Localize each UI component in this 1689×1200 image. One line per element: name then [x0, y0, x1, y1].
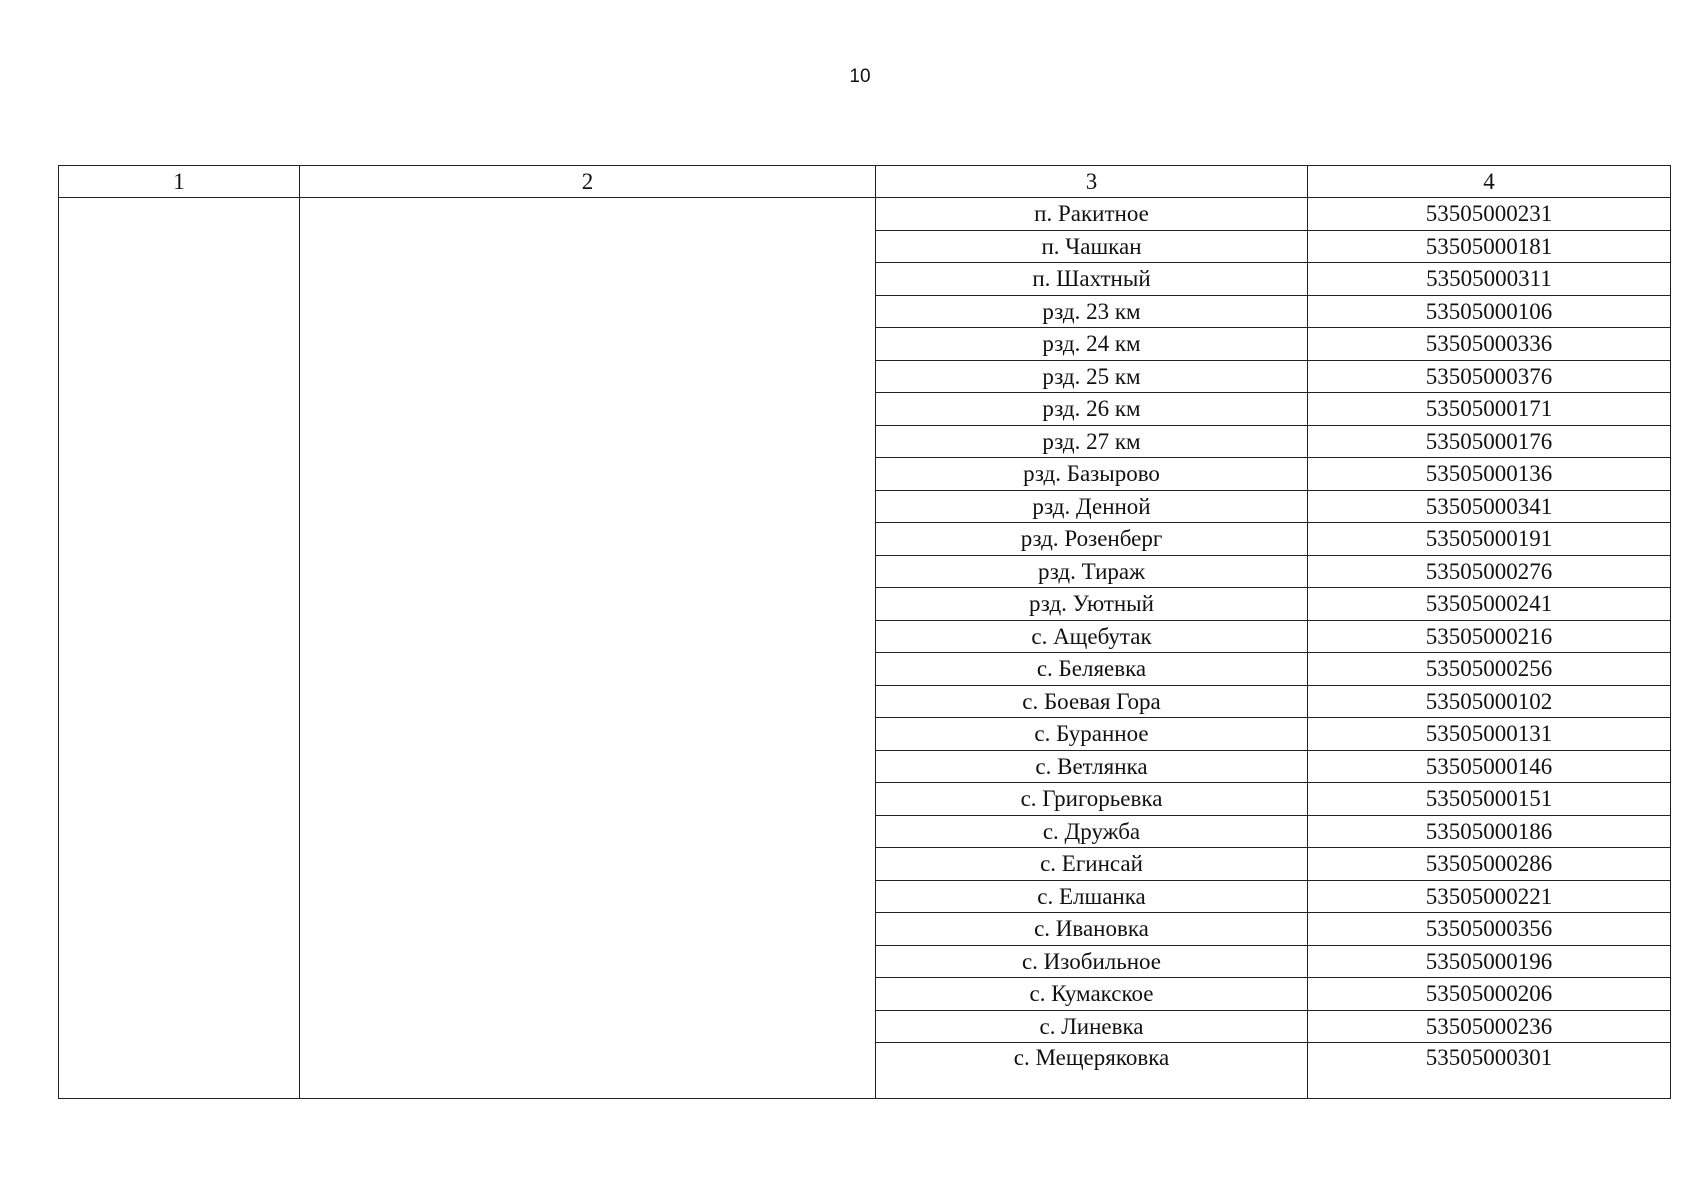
settlement-code-cell: 53505000231 — [1308, 198, 1671, 231]
settlement-code-cell: 53505000196 — [1308, 945, 1671, 978]
settlement-name-cell: п. Ракитное — [876, 198, 1308, 231]
page-number: 10 — [849, 66, 871, 87]
settlements-table — [58, 165, 1671, 1099]
settlement-name-cell: рзд. Денной — [876, 490, 1308, 523]
table-row — [59, 198, 1671, 231]
settlement-name-cell: рзд. Базырово — [876, 458, 1308, 491]
settlement-name-cell: с. Григорьевка — [876, 783, 1308, 816]
column-header-1: 1 — [59, 166, 300, 198]
settlement-code-cell: 53505000356 — [1308, 913, 1671, 946]
settlement-code-cell: 53505000311 — [1308, 263, 1671, 296]
settlement-name-cell: с. Линевка — [876, 1010, 1308, 1043]
settlement-name-cell: рзд. 26 км — [876, 393, 1308, 426]
settlement-code-cell: 53505000256 — [1308, 653, 1671, 686]
settlement-name-cell: с. Ащебутак — [876, 620, 1308, 653]
settlement-name-cell: с. Беляевка — [876, 653, 1308, 686]
column-header-2: 2 — [300, 166, 876, 198]
settlement-code-cell: 53505000276 — [1308, 555, 1671, 588]
settlement-name-cell: рзд. Розенберг — [876, 523, 1308, 556]
settlement-code-cell: 53505000136 — [1308, 458, 1671, 491]
settlement-code-cell: 53505000216 — [1308, 620, 1671, 653]
table-body — [59, 198, 1671, 1099]
empty-merged-cell-col-1 — [59, 198, 300, 1099]
column-header-3: 3 — [876, 166, 1308, 198]
settlement-name-cell: с. Ивановка — [876, 913, 1308, 946]
settlement-code-cell: 53505000376 — [1308, 360, 1671, 393]
settlement-name-cell: рзд. Уютный — [876, 588, 1308, 621]
settlement-name-cell: п. Чашкан — [876, 230, 1308, 263]
settlement-name-cell: с. Егинсай — [876, 848, 1308, 881]
settlement-code-cell: 53505000236 — [1308, 1010, 1671, 1043]
settlement-code-cell: 53505000186 — [1308, 815, 1671, 848]
settlement-code-cell: 53505000181 — [1308, 230, 1671, 263]
settlement-code-cell: 53505000221 — [1308, 880, 1671, 913]
settlement-name-cell: с. Боевая Гора — [876, 685, 1308, 718]
settlement-name-cell: с. Мещеряковка — [876, 1043, 1308, 1099]
settlement-code-cell: 53505000131 — [1308, 718, 1671, 751]
settlement-name-cell: рзд. 24 км — [876, 328, 1308, 361]
settlement-name-cell: с. Кумакское — [876, 978, 1308, 1011]
settlement-code-cell: 53505000151 — [1308, 783, 1671, 816]
settlement-code-cell: 53505000106 — [1308, 295, 1671, 328]
settlement-name-cell: рзд. 27 км — [876, 425, 1308, 458]
settlement-code-cell: 53505000341 — [1308, 490, 1671, 523]
settlement-name-cell: п. Шахтный — [876, 263, 1308, 296]
header-row — [59, 166, 1671, 198]
settlement-name-cell: с. Елшанка — [876, 880, 1308, 913]
settlement-name-cell: с. Дружба — [876, 815, 1308, 848]
settlement-code-cell: 53505000241 — [1308, 588, 1671, 621]
column-header-4: 4 — [1308, 166, 1671, 198]
settlement-code-cell: 53505000176 — [1308, 425, 1671, 458]
settlement-name-cell: с. Буранное — [876, 718, 1308, 751]
settlement-code-cell: 53505000336 — [1308, 328, 1671, 361]
settlement-code-cell: 53505000102 — [1308, 685, 1671, 718]
settlement-name-cell: с. Изобильное — [876, 945, 1308, 978]
settlement-name-cell: с. Ветлянка — [876, 750, 1308, 783]
settlement-code-cell: 53505000171 — [1308, 393, 1671, 426]
settlement-name-cell: рзд. 23 км — [876, 295, 1308, 328]
settlement-code-cell: 53505000191 — [1308, 523, 1671, 556]
settlement-name-cell: рзд. 25 км — [876, 360, 1308, 393]
settlement-code-cell: 53505000206 — [1308, 978, 1671, 1011]
empty-merged-cell-col-2 — [300, 198, 876, 1099]
settlement-code-cell: 53505000301 — [1308, 1043, 1671, 1099]
settlement-code-cell: 53505000286 — [1308, 848, 1671, 881]
settlement-name-cell: рзд. Тираж — [876, 555, 1308, 588]
settlement-code-cell: 53505000146 — [1308, 750, 1671, 783]
